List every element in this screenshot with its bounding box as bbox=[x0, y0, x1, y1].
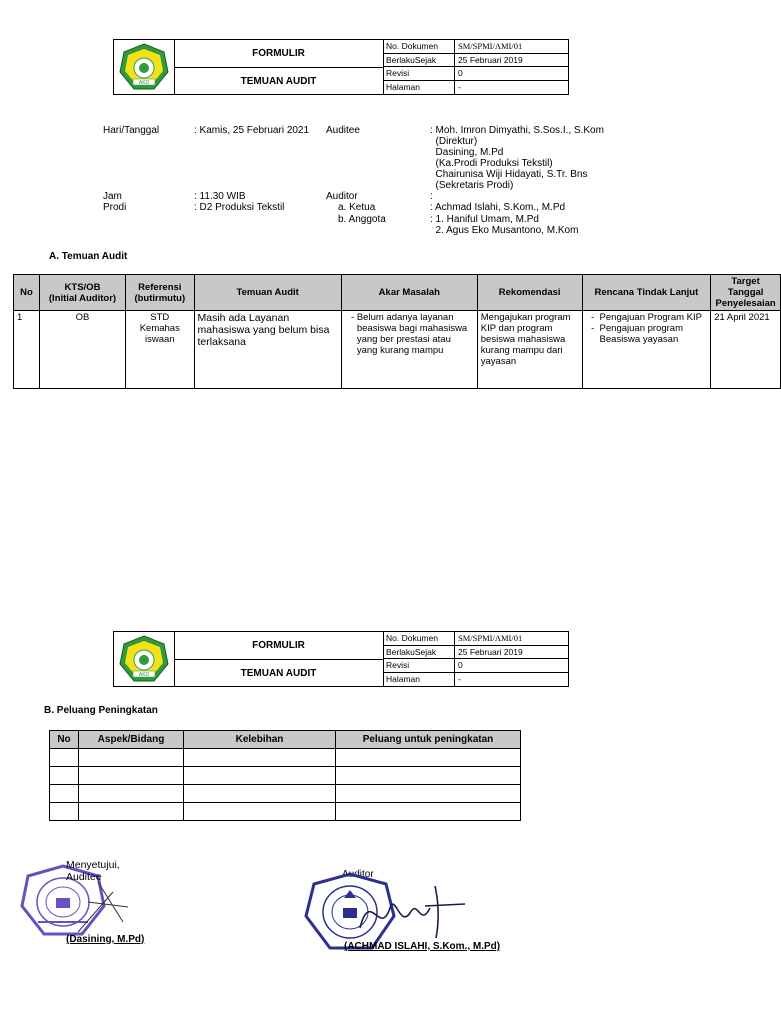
logo-2 bbox=[114, 632, 175, 686]
peluang-table: No Aspek/Bidang Kelebihan Peluang untuk peningkatan bbox=[49, 730, 521, 821]
table-row bbox=[50, 749, 521, 767]
form-subtitle: TEMUAN AUDIT bbox=[240, 76, 317, 87]
svg-text:AKD: AKD bbox=[138, 672, 150, 678]
logo bbox=[114, 40, 175, 94]
audit-findings-table bbox=[13, 274, 781, 389]
table-row: 1 OB STD Kemahas iswaan Masih ada Layanan mahasiswa yang belum bisa terlaksana - Belum adanya layanan beasiswa bagi mahasiswa yang ber prestasi atau yang kurang mampu Mengajukan program KIP dan program besiswa mahasiswa kurang mampu dari yayasan - Pengajuan Program KIP - Pengajuan program Beasiswa yayasan 21 April 2021 bbox=[14, 311, 781, 389]
col-referensi: Referensi (butirmutu) bbox=[126, 275, 194, 311]
form-title: FORMULIR bbox=[174, 40, 383, 68]
col-akar: Akar Masalah bbox=[341, 275, 477, 311]
col-temuan: Temuan Audit bbox=[194, 275, 341, 311]
form-header bbox=[113, 39, 569, 95]
col-rekomendasi: Rekomendasi bbox=[477, 275, 582, 311]
col-rencana: Rencana Tindak Lanjut bbox=[582, 275, 711, 311]
form-header-2 bbox=[113, 631, 569, 687]
svg-text:AKD: AKD bbox=[138, 80, 150, 86]
col-no: No bbox=[14, 275, 40, 311]
table-row bbox=[50, 803, 521, 821]
document-meta: No. Dokumen SM/SPMI/AMI/01 BerlakuSejak 25 Februari 2019 Revisi 0 Halaman - bbox=[383, 632, 568, 686]
document-meta: No. Dokumen SM/SPMI/AMI/01 BerlakuSejak 25 Februari 2019 Revisi 0 Halaman - bbox=[383, 40, 568, 94]
institution-logo-icon bbox=[118, 634, 170, 684]
institution-logo-icon bbox=[118, 42, 170, 92]
col-target: Target Tanggal Penyelesaian bbox=[711, 275, 781, 311]
table-row bbox=[50, 767, 521, 785]
auditee-signature-name: (Dasining, M.Pd) bbox=[66, 934, 145, 945]
auditee-list: : Moh. Imron Dimyathi, S.Sos.I., S.Kom (Direktur) Dasining, M.Pd (Ka.Prodi Produksi Tekstil) Chairunisa Wiji Hidayati, S.Tr. Bns (Sekretaris Prodi) bbox=[430, 125, 604, 191]
auditor-signature-name: (ACHMAD ISLAHI, S.Kom., M.Pd) bbox=[344, 941, 501, 952]
section-a-title: A. Temuan Audit bbox=[49, 251, 128, 262]
col-kts: KTS/OB (Initial Auditor) bbox=[39, 275, 125, 311]
anggota-list: : 1. Haniful Umam, M.Pd 2. Agus Eko Musantono, M.Kom bbox=[430, 214, 579, 236]
form-subtitle: TEMUAN AUDIT bbox=[240, 668, 317, 679]
form-title: FORMULIR bbox=[174, 632, 383, 660]
section-b-title: B. Peluang Peningkatan bbox=[44, 705, 158, 716]
table-row bbox=[50, 785, 521, 803]
